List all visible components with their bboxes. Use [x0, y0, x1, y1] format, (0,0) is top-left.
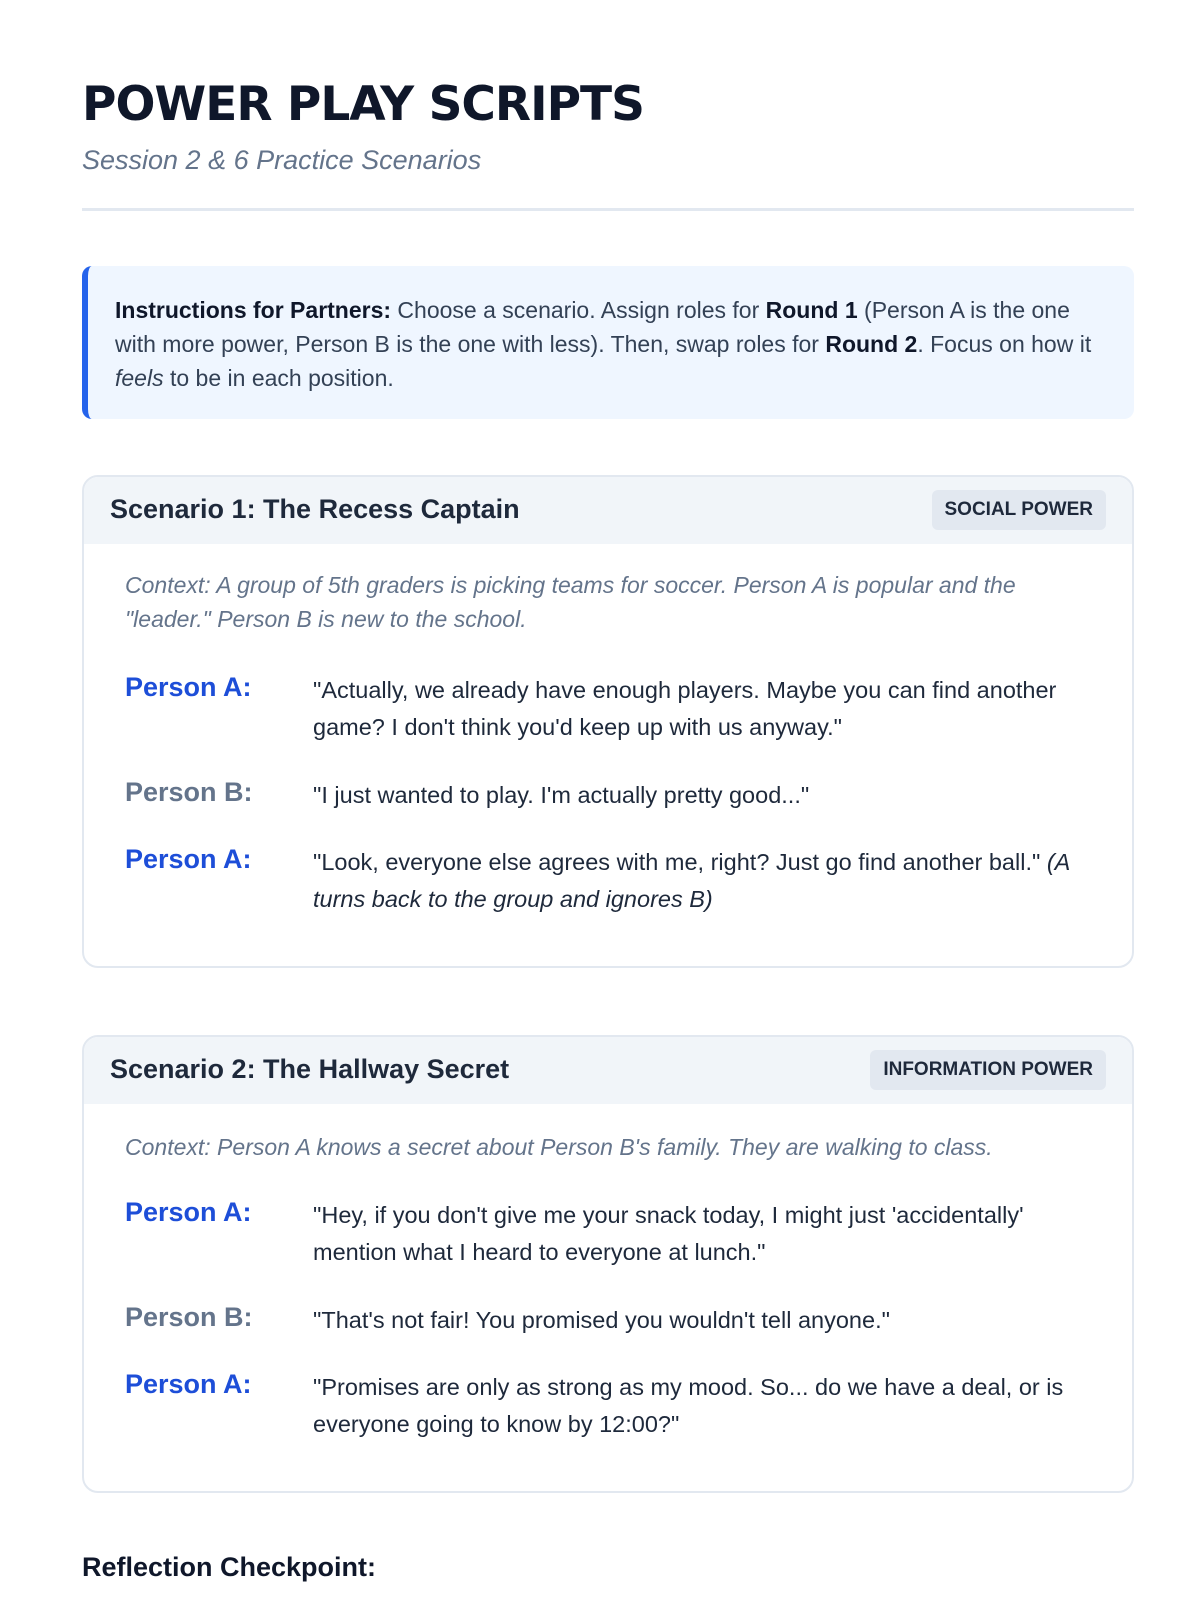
instructions-text-1: Choose a scenario. Assign roles for	[391, 297, 766, 323]
dialogue-quote: "Look, everyone else agrees with me, right? Just go find another ball."	[313, 849, 1041, 875]
page-title: POWER PLAY SCRIPTS	[82, 77, 644, 132]
scenario-header	[84, 1037, 1132, 1104]
power-type-badge: INFORMATION POWER	[870, 1050, 1106, 1090]
speaker-label: Person A:	[125, 1369, 252, 1399]
instructions-callout	[82, 266, 1134, 419]
scenario-context: Context: Person A knows a secret about Person B's family. They are walking to class.	[125, 1134, 993, 1160]
instructions-text-4: to be in each position.	[163, 365, 394, 391]
speaker-label: Person B:	[125, 777, 253, 807]
scenario-title: Scenario 1: The Recess Captain	[110, 494, 520, 524]
dialogue-text: "That's not fair! You promised you wouldn't tell anyone."	[313, 1307, 890, 1333]
dialogue-text: "Actually, we already have enough players. Maybe you can find another game? I don't think you'd keep up with us anyway."	[313, 677, 1057, 740]
dialogue-text: "I just wanted to play. I'm actually pretty good..."	[313, 782, 810, 808]
instructions-round-2: Round 2	[825, 331, 918, 357]
scenario-context: Context: A group of 5th graders is picking teams for soccer. Person A is popular and the "leader." Person B is new to the school.	[125, 572, 1016, 632]
instructions-label: Instructions for Partners:	[115, 297, 392, 323]
scenario-card-1	[82, 475, 1134, 968]
header-divider	[82, 208, 1134, 211]
speaker-label: Person A:	[125, 1197, 252, 1227]
dialogue-text: "Promises are only as strong as my mood. So... do we have a deal, or is everyone going to know by 12:00?"	[313, 1374, 1064, 1437]
stage-direction: (A turns back to the group and ignores B)	[313, 849, 1070, 912]
instructions-text-3: . Focus on how it	[917, 331, 1092, 357]
scenario-header	[84, 477, 1132, 544]
speaker-label: Person A:	[125, 844, 252, 874]
power-type-badge: SOCIAL POWER	[932, 490, 1107, 530]
page-subtitle: Session 2 & 6 Practice Scenarios	[82, 145, 482, 175]
reflection-heading: Reflection Checkpoint:	[82, 1552, 377, 1582]
instructions-feels: feels	[115, 365, 164, 391]
dialogue-text: "Hey, if you don't give me your snack today, I might just 'accidentally' mention what I heard to everyone at lunch."	[313, 1202, 1024, 1265]
speaker-label: Person B:	[125, 1302, 253, 1332]
scenario-card-2	[82, 1035, 1134, 1493]
instructions-round-1: Round 1	[765, 297, 858, 323]
speaker-label: Person A:	[125, 672, 252, 702]
scenario-title: Scenario 2: The Hallway Secret	[110, 1054, 510, 1084]
instructions-text-2: (Person A is the one with more power, Person B is the one with less). Then, swap roles for	[115, 297, 1070, 357]
dialogue-text	[313, 844, 1103, 918]
